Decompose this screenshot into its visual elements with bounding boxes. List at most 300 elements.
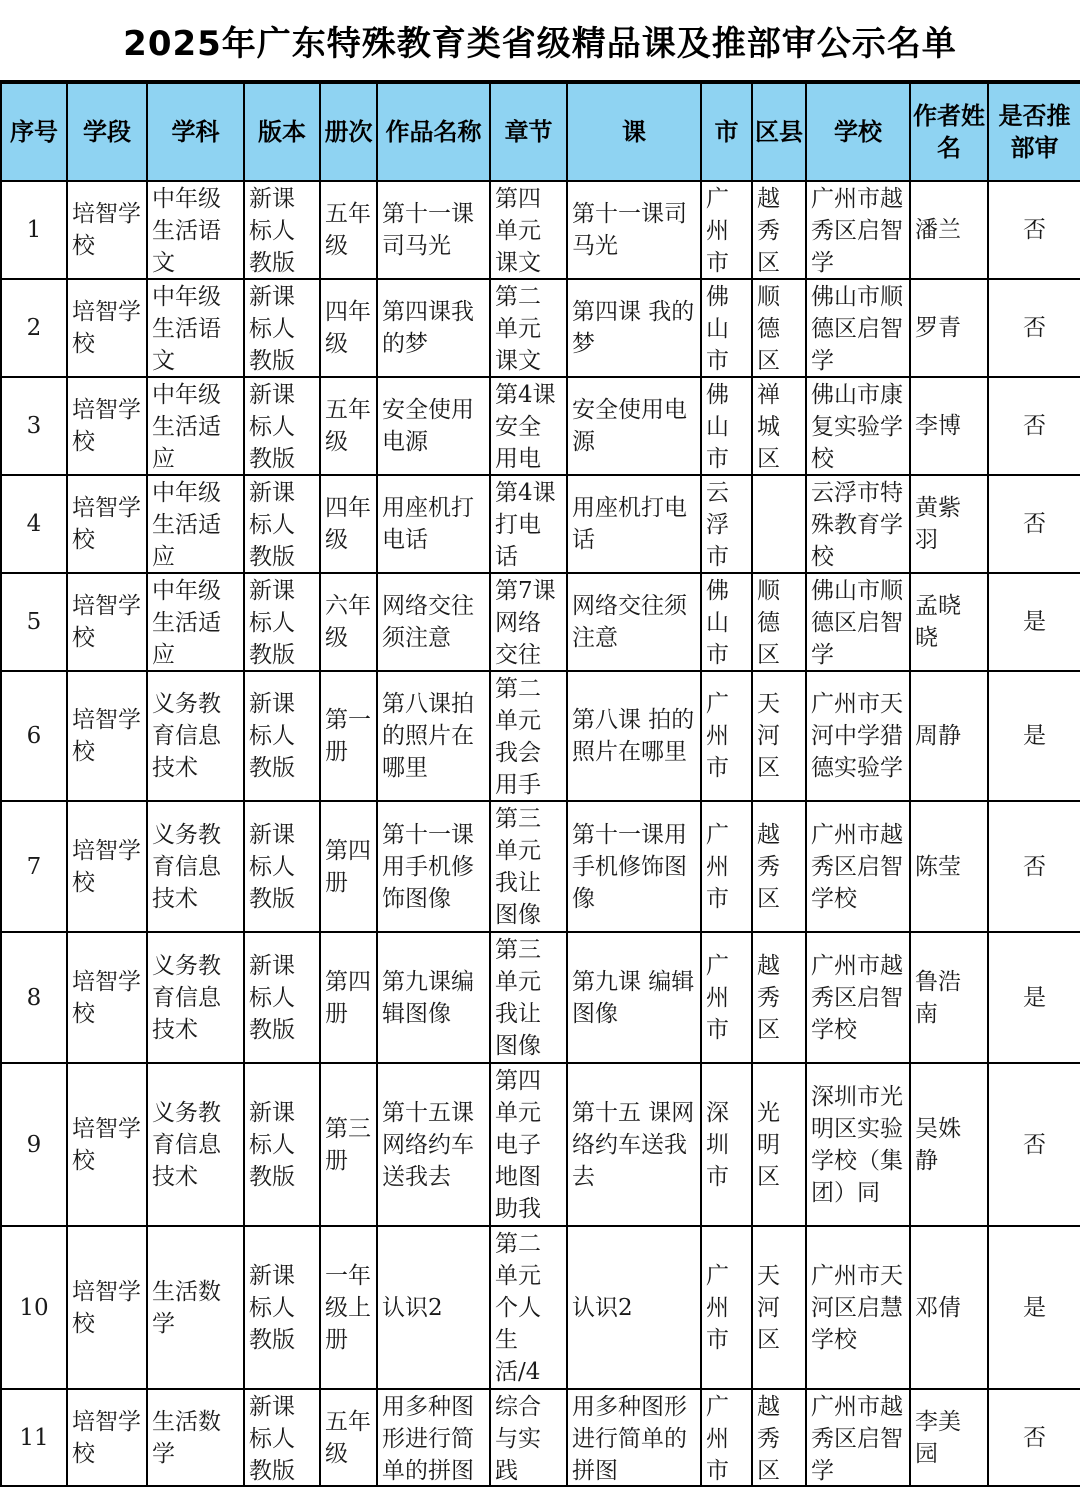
page-title: 2025年广东特殊教育类省级精品课及推部审公示名单 xyxy=(0,0,1080,82)
cell-author xyxy=(910,1389,988,1486)
cell-school-text: 佛山市康复实验学校 xyxy=(811,382,903,472)
cell-edition-text: 新课标人教版 xyxy=(249,480,295,570)
cell-city xyxy=(701,1389,752,1486)
cell-work xyxy=(377,1226,490,1389)
cell-stage-text: 培智学校 xyxy=(72,397,141,455)
cell-work-text: 安全使用电源 xyxy=(382,397,474,455)
cell-edition-text: 新课标人教版 xyxy=(249,1394,295,1484)
cell-city xyxy=(701,279,752,377)
cell-chapter xyxy=(490,1389,567,1486)
header-author: 作者姓名 xyxy=(910,83,988,181)
cell-volume-text: 四年级 xyxy=(325,495,371,553)
cell-chapter xyxy=(490,671,567,801)
cell-chapter-text: 第四单元课文 xyxy=(495,186,541,276)
cell-school-text: 广州市越秀区启智学校 xyxy=(811,952,903,1043)
cell-city xyxy=(701,932,752,1063)
cell-city-text: 广州市 xyxy=(706,691,729,781)
cell-city xyxy=(701,671,752,801)
cell-school-text: 广州市天河中学猎德实验学 xyxy=(811,691,903,781)
cell-school-text: 深圳市光明区实验学校（集团）同 xyxy=(811,1083,903,1206)
cell-stage xyxy=(67,801,147,932)
cell-chapter-text: 第二单元课文 xyxy=(495,284,541,374)
cell-no-text: 11 xyxy=(19,1424,49,1451)
cell-stage xyxy=(67,1063,147,1226)
cell-district xyxy=(752,475,806,573)
cell-city-text: 广州市 xyxy=(706,186,729,276)
cell-district xyxy=(752,573,806,671)
cell-work-text: 第十五课 网络约车送我去 xyxy=(382,1099,474,1190)
cell-lesson-text: 第十一课司马光 xyxy=(572,201,687,259)
cell-school-text: 云浮市特殊教育学校 xyxy=(811,480,903,570)
cell-edition xyxy=(244,181,320,279)
cell-edition xyxy=(244,573,320,671)
cell-no-text: 7 xyxy=(26,853,42,880)
cell-subject xyxy=(147,475,244,573)
cell-city-text: 佛山市 xyxy=(706,578,729,668)
cell-stage-text: 培智学校 xyxy=(72,837,141,896)
cell-volume xyxy=(320,1063,377,1226)
cell-district xyxy=(752,1063,806,1226)
cell-stage-text: 培智学校 xyxy=(72,593,141,651)
cell-lesson xyxy=(567,1063,701,1226)
cell-stage-text: 培智学校 xyxy=(72,299,141,357)
cell-volume-text: 第四册 xyxy=(325,837,371,896)
cell-no-text: 5 xyxy=(26,609,42,635)
cell-stage xyxy=(67,181,147,279)
cell-stage xyxy=(67,475,147,573)
cell-lesson-text: 第四课 我的梦 xyxy=(572,299,695,357)
cell-lesson-text: 第八课 拍的照片在哪里 xyxy=(572,707,695,765)
cell-district xyxy=(752,279,806,377)
table-row xyxy=(1,279,1080,377)
cell-author xyxy=(910,279,988,377)
cell-stage xyxy=(67,377,147,475)
cell-recommend-text: 是 xyxy=(1023,1294,1046,1321)
cell-volume xyxy=(320,932,377,1063)
cell-subject-text: 生活数学 xyxy=(152,1408,221,1467)
cell-no xyxy=(1,671,67,801)
cell-stage-text: 培智学校 xyxy=(72,1115,141,1174)
table-row xyxy=(1,801,1080,932)
cell-recommend xyxy=(988,573,1080,671)
cell-school xyxy=(806,377,910,475)
cell-lesson-text: 认识2 xyxy=(572,1294,633,1321)
cell-chapter-text: 第4课安全用电 xyxy=(495,382,556,472)
cell-stage xyxy=(67,1226,147,1389)
cell-district xyxy=(752,377,806,475)
table-row xyxy=(1,1226,1080,1389)
cell-work xyxy=(377,279,490,377)
cell-volume-text: 六年级 xyxy=(325,593,371,651)
cell-school-text: 佛山市顺德区启智学 xyxy=(811,284,903,374)
cell-work xyxy=(377,573,490,671)
cell-lesson-text: 安全使用电源 xyxy=(572,397,687,455)
cell-school-text: 佛山市顺德区启智学 xyxy=(811,578,903,668)
cell-work-text: 认识2 xyxy=(382,1294,443,1321)
table-row xyxy=(1,932,1080,1063)
cell-lesson-text: 第十五 课网络约车送我去 xyxy=(572,1099,695,1190)
cell-city xyxy=(701,1226,752,1389)
cell-subject-text: 义务教育信息技术 xyxy=(152,821,221,912)
cell-edition xyxy=(244,279,320,377)
cell-school xyxy=(806,475,910,573)
cell-district-text: 光明区 xyxy=(757,1099,780,1190)
cell-edition xyxy=(244,1063,320,1226)
cell-volume xyxy=(320,1389,377,1486)
cell-no-text: 10 xyxy=(19,1294,49,1321)
cell-subject xyxy=(147,1389,244,1486)
cell-subject-text: 义务教育信息技术 xyxy=(152,952,221,1043)
cell-no-text: 1 xyxy=(26,217,42,243)
cell-subject-text: 义务教育信息技术 xyxy=(152,1099,221,1190)
cell-city-text: 佛山市 xyxy=(706,382,729,472)
cell-subject xyxy=(147,279,244,377)
cell-city xyxy=(701,573,752,671)
cell-edition xyxy=(244,377,320,475)
cell-volume-text: 四年级 xyxy=(325,299,371,357)
cell-no xyxy=(1,1063,67,1226)
cell-no xyxy=(1,932,67,1063)
cell-work xyxy=(377,1389,490,1486)
cell-district xyxy=(752,671,806,801)
cell-stage-text: 培智学校 xyxy=(72,1278,141,1337)
cell-volume xyxy=(320,377,377,475)
cell-edition-text: 新课标人教版 xyxy=(249,382,295,472)
header-recommend: 是否推部审 xyxy=(988,83,1080,181)
cell-no xyxy=(1,801,67,932)
cell-district xyxy=(752,801,806,932)
header-volume: 册次 xyxy=(320,83,377,181)
cell-no-text: 9 xyxy=(26,1131,42,1158)
cell-edition xyxy=(244,801,320,932)
cell-lesson xyxy=(567,671,701,801)
cell-school-text: 广州市越秀区启智学 xyxy=(811,186,903,276)
cell-school-text: 广州市越秀区启智学 xyxy=(811,1394,903,1484)
cell-work xyxy=(377,671,490,801)
cell-author-text: 黄紫羽 xyxy=(915,495,961,553)
table-row xyxy=(1,475,1080,573)
cell-work xyxy=(377,181,490,279)
cell-subject xyxy=(147,1226,244,1389)
cell-chapter-text: 第三单元我让图像 xyxy=(495,937,541,1059)
cell-no xyxy=(1,475,67,573)
cell-author xyxy=(910,573,988,671)
cell-subject xyxy=(147,1063,244,1226)
cell-recommend-text: 是 xyxy=(1023,723,1046,749)
cell-lesson-text: 第九课 编辑图像 xyxy=(572,968,695,1027)
cell-city-text: 云浮市 xyxy=(706,480,729,570)
course-list-table xyxy=(0,82,1080,1487)
cell-volume xyxy=(320,279,377,377)
cell-stage-text: 培智学校 xyxy=(72,707,141,765)
cell-city-text: 广州市 xyxy=(706,1394,729,1484)
cell-subject xyxy=(147,377,244,475)
cell-no xyxy=(1,181,67,279)
cell-subject xyxy=(147,181,244,279)
cell-volume-text: 第四册 xyxy=(325,968,371,1027)
cell-district xyxy=(752,932,806,1063)
cell-recommend xyxy=(988,279,1080,377)
cell-no xyxy=(1,573,67,671)
cell-district xyxy=(752,181,806,279)
cell-author xyxy=(910,181,988,279)
cell-stage-text: 培智学校 xyxy=(72,1408,141,1467)
cell-district-text: 顺德区 xyxy=(757,284,780,374)
cell-recommend xyxy=(988,377,1080,475)
cell-city-text: 深圳市 xyxy=(706,1099,729,1190)
cell-edition-text: 新课标人教版 xyxy=(249,284,295,374)
cell-work-text: 第十一课用手机修饰图像 xyxy=(382,821,474,912)
cell-subject-text: 生活数学 xyxy=(152,1278,221,1337)
cell-lesson-text: 用多种图形进行简单的拼图 xyxy=(572,1394,687,1484)
cell-recommend-text: 否 xyxy=(1023,315,1046,341)
header-district: 区县 xyxy=(752,83,806,181)
cell-school xyxy=(806,1063,910,1226)
cell-stage xyxy=(67,932,147,1063)
cell-volume xyxy=(320,1226,377,1389)
cell-stage-text: 培智学校 xyxy=(72,495,141,553)
table-row xyxy=(1,1063,1080,1226)
cell-city xyxy=(701,801,752,932)
cell-city-text: 广州市 xyxy=(706,1262,729,1353)
header-chapter: 章节 xyxy=(490,83,567,181)
cell-subject-text: 义务教育信息技术 xyxy=(152,691,221,781)
cell-subject xyxy=(147,801,244,932)
cell-volume-text: 第三册 xyxy=(325,1115,371,1174)
cell-author-text: 陈莹 xyxy=(915,853,961,880)
cell-edition xyxy=(244,671,320,801)
cell-lesson-text: 网络交往须注意 xyxy=(572,593,687,651)
cell-lesson xyxy=(567,932,701,1063)
cell-volume xyxy=(320,801,377,932)
cell-subject-text: 中年级生活适应 xyxy=(152,480,221,570)
cell-chapter xyxy=(490,801,567,932)
table-row xyxy=(1,377,1080,475)
cell-city xyxy=(701,1063,752,1226)
header-no: 序号 xyxy=(1,83,67,181)
cell-volume-text: 一年级上册 xyxy=(325,1262,371,1353)
cell-recommend-text: 否 xyxy=(1023,511,1046,537)
cell-work-text: 用座机打电话 xyxy=(382,495,474,553)
header-lesson: 课 xyxy=(567,83,701,181)
cell-lesson xyxy=(567,181,701,279)
cell-work-text: 第九课编辑图像 xyxy=(382,968,474,1027)
cell-author xyxy=(910,671,988,801)
cell-lesson-text: 第十一课用手机修饰图像 xyxy=(572,821,687,912)
cell-lesson xyxy=(567,573,701,671)
cell-recommend xyxy=(988,475,1080,573)
cell-chapter-text: 第二单元我会用手 xyxy=(495,676,541,798)
cell-author xyxy=(910,1226,988,1389)
cell-recommend-text: 是 xyxy=(1023,984,1046,1011)
cell-chapter-text: 第三单元我让图像 xyxy=(495,806,541,928)
cell-work-text: 第十一课司马光 xyxy=(382,201,474,259)
table-row xyxy=(1,573,1080,671)
cell-recommend xyxy=(988,932,1080,1063)
cell-volume xyxy=(320,475,377,573)
cell-lesson xyxy=(567,1226,701,1389)
cell-chapter xyxy=(490,573,567,671)
cell-work xyxy=(377,801,490,932)
cell-chapter-text: 第二单元个人生活/4 xyxy=(495,1231,541,1385)
header-subject: 学科 xyxy=(147,83,244,181)
cell-author-text: 李美园 xyxy=(915,1408,961,1467)
table-row xyxy=(1,181,1080,279)
cell-lesson-text: 用座机打电话 xyxy=(572,495,687,553)
cell-school-text: 广州市越秀区启智学校 xyxy=(811,821,903,912)
cell-stage xyxy=(67,573,147,671)
cell-school-text: 广州市天河区启慧学校 xyxy=(811,1262,903,1353)
cell-chapter xyxy=(490,1063,567,1226)
cell-school xyxy=(806,671,910,801)
cell-volume-text: 五年级 xyxy=(325,397,371,455)
cell-district-text: 天河区 xyxy=(757,1262,780,1353)
cell-stage xyxy=(67,1389,147,1486)
cell-chapter xyxy=(490,932,567,1063)
cell-subject xyxy=(147,573,244,671)
cell-recommend xyxy=(988,1389,1080,1486)
cell-recommend xyxy=(988,671,1080,801)
cell-no-text: 8 xyxy=(26,984,42,1011)
header-school: 学校 xyxy=(806,83,910,181)
cell-no xyxy=(1,1226,67,1389)
cell-work-text: 第八课拍的照片在哪里 xyxy=(382,691,474,781)
cell-subject xyxy=(147,932,244,1063)
cell-author-text: 潘兰 xyxy=(915,217,961,243)
cell-subject-text: 中年级生活适应 xyxy=(152,578,221,668)
cell-edition xyxy=(244,1226,320,1389)
cell-lesson xyxy=(567,377,701,475)
cell-edition-text: 新课标人教版 xyxy=(249,578,295,668)
cell-work xyxy=(377,475,490,573)
cell-recommend xyxy=(988,1226,1080,1389)
cell-edition-text: 新课标人教版 xyxy=(249,186,295,276)
cell-edition xyxy=(244,1389,320,1486)
cell-school xyxy=(806,1389,910,1486)
cell-chapter xyxy=(490,1226,567,1389)
cell-no-text: 4 xyxy=(26,511,42,537)
table-header-row xyxy=(1,83,1080,181)
header-edition: 版本 xyxy=(244,83,320,181)
cell-edition xyxy=(244,932,320,1063)
cell-chapter xyxy=(490,377,567,475)
cell-district-text: 禅城区 xyxy=(757,382,780,472)
cell-recommend xyxy=(988,181,1080,279)
cell-district-text: 顺德区 xyxy=(757,578,780,668)
cell-district-text: 越秀区 xyxy=(757,1394,780,1484)
cell-city xyxy=(701,475,752,573)
cell-school xyxy=(806,1226,910,1389)
cell-author xyxy=(910,377,988,475)
cell-city xyxy=(701,181,752,279)
cell-volume xyxy=(320,181,377,279)
cell-volume-text: 五年级 xyxy=(325,1408,371,1467)
cell-recommend-text: 是 xyxy=(1023,609,1046,635)
cell-city-text: 佛山市 xyxy=(706,284,729,374)
cell-district xyxy=(752,1226,806,1389)
cell-chapter xyxy=(490,279,567,377)
cell-volume xyxy=(320,671,377,801)
cell-district-text: 天河区 xyxy=(757,691,780,781)
header-stage: 学段 xyxy=(67,83,147,181)
cell-recommend-text: 否 xyxy=(1023,1131,1046,1158)
cell-chapter-text: 第四单元电子地图助我 xyxy=(495,1068,541,1222)
cell-chapter-text: 第7课网络交往 xyxy=(495,578,556,668)
cell-city-text: 广州市 xyxy=(706,952,729,1043)
cell-school xyxy=(806,279,910,377)
cell-stage xyxy=(67,671,147,801)
cell-work-text: 网络交往须注意 xyxy=(382,593,474,651)
cell-work-text: 第四课我的梦 xyxy=(382,299,474,357)
cell-subject-text: 中年级生活语文 xyxy=(152,186,221,276)
cell-lesson xyxy=(567,1389,701,1486)
cell-author-text: 周静 xyxy=(915,723,961,749)
cell-author-text: 邓倩 xyxy=(915,1294,961,1321)
header-work: 作品名称 xyxy=(377,83,490,181)
cell-school xyxy=(806,573,910,671)
cell-edition-text: 新课标人教版 xyxy=(249,1099,295,1190)
cell-stage xyxy=(67,279,147,377)
cell-lesson xyxy=(567,801,701,932)
cell-author-text: 孟晓晓 xyxy=(915,593,961,651)
cell-no xyxy=(1,377,67,475)
cell-volume-text: 第一册 xyxy=(325,707,371,765)
cell-work xyxy=(377,1063,490,1226)
cell-chapter-text: 第4课打电话 xyxy=(495,480,556,570)
cell-work xyxy=(377,377,490,475)
cell-district-text: 越秀区 xyxy=(757,952,780,1043)
cell-author-text: 罗青 xyxy=(915,315,961,341)
cell-volume-text: 五年级 xyxy=(325,201,371,259)
cell-recommend xyxy=(988,801,1080,932)
cell-city xyxy=(701,377,752,475)
cell-district-text: 越秀区 xyxy=(757,186,780,276)
cell-recommend-text: 否 xyxy=(1023,217,1046,243)
cell-recommend-text: 否 xyxy=(1023,413,1046,439)
cell-stage-text: 培智学校 xyxy=(72,968,141,1027)
cell-chapter xyxy=(490,475,567,573)
cell-author-text: 李博 xyxy=(915,413,961,439)
cell-subject-text: 中年级生活语文 xyxy=(152,284,221,374)
cell-school xyxy=(806,801,910,932)
cell-author-text: 吴姝静 xyxy=(915,1115,961,1174)
cell-author xyxy=(910,932,988,1063)
cell-recommend-text: 否 xyxy=(1023,1424,1046,1451)
cell-no xyxy=(1,1389,67,1486)
cell-no xyxy=(1,279,67,377)
cell-no-text: 3 xyxy=(26,413,42,439)
cell-district xyxy=(752,1389,806,1486)
cell-edition-text: 新课标人教版 xyxy=(249,952,295,1043)
cell-volume xyxy=(320,573,377,671)
table-body xyxy=(1,181,1080,1486)
cell-chapter xyxy=(490,181,567,279)
cell-subject xyxy=(147,671,244,801)
cell-subject-text: 中年级生活适应 xyxy=(152,382,221,472)
cell-author xyxy=(910,475,988,573)
cell-district-text: 越秀区 xyxy=(757,821,780,912)
cell-chapter-text: 综合与实践 xyxy=(495,1394,541,1484)
cell-lesson xyxy=(567,279,701,377)
header-city: 市 xyxy=(701,83,752,181)
cell-recommend-text: 否 xyxy=(1023,853,1046,880)
cell-city-text: 广州市 xyxy=(706,821,729,912)
cell-work xyxy=(377,932,490,1063)
cell-author-text: 鲁浩南 xyxy=(915,968,961,1027)
cell-school xyxy=(806,181,910,279)
table-row xyxy=(1,671,1080,801)
cell-no-text: 2 xyxy=(26,315,42,341)
